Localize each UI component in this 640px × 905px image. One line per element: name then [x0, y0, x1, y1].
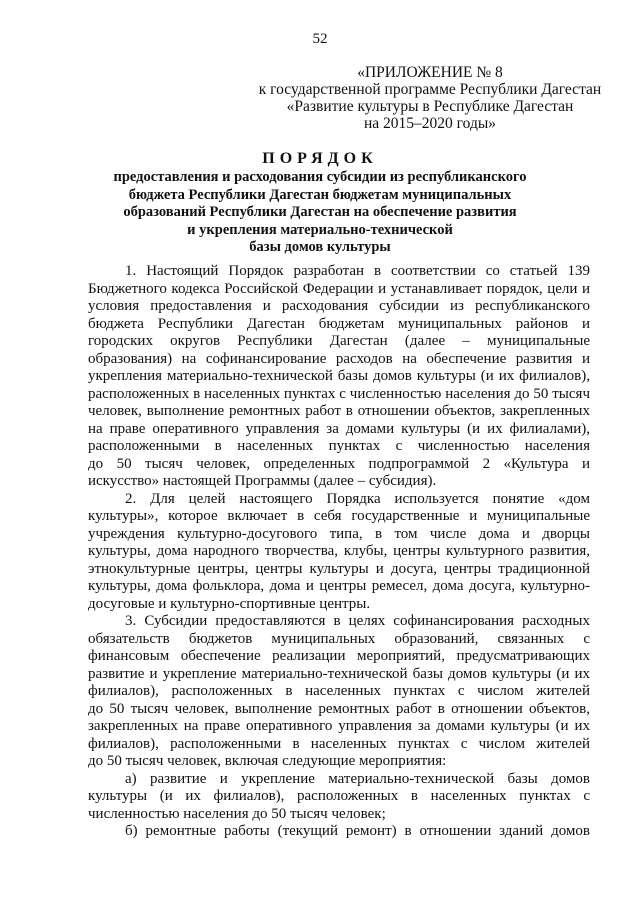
appendix-header: [250, 64, 610, 132]
text-line: 2. Для целей настоящего Порядка используется понятие «дом: [125, 490, 590, 507]
text-line: филиалов), расположенными в населенных пунктах с числом жителей: [88, 735, 590, 752]
paragraph: [88, 491, 590, 614]
text-line: Бюджетного кодекса Российской Федерации и устанавливает порядок, цели и: [88, 280, 590, 297]
paragraph: [88, 263, 590, 491]
text-line: обязательств бюджетов муниципальных образований, связанных с: [88, 630, 590, 647]
paragraph: [88, 613, 590, 771]
subtitle-line: образований Республики Дагестан на обеспечение развития: [123, 204, 517, 220]
text-line: на праве оперативного управления за домами культуры (и их филиалами),: [88, 420, 590, 437]
text-line: городских округов Республики Дагестан (далее – муниципальные: [88, 333, 590, 349]
text-line: развитие и укрепление материально-технической базы домов культуры (и их: [88, 665, 590, 682]
subtitle-line: бюджета Республики Дагестан бюджетам муниципальных: [128, 186, 512, 203]
text-line: образования) на софинансирование расходов на обеспечение развития и: [88, 350, 590, 367]
text-line: до 50 тысяч человек, включая следующие мероприятия:: [88, 753, 447, 769]
text-line: 3. Субсидии предоставляются в целях софинансирования расходных: [125, 613, 590, 629]
text-line: досуговые и культурно-спортивные центры.: [88, 595, 371, 612]
text-line: до 50 тысяч человек, определенных подпрограммой 2 «Культура и: [88, 455, 590, 472]
subtitle-line: предоставления и расходования субсидии из республиканского: [113, 169, 527, 185]
text-line: учреждения культурно-досугового типа, в том числе дома и дворцы: [88, 525, 590, 542]
appendix-line: к государственной программе Республики Дагестан: [258, 81, 602, 98]
subtitle-line: базы домов культуры: [249, 239, 391, 255]
text-line: 1. Настоящий Порядок разработан в соответствии со статьей 139: [125, 263, 590, 279]
subtitle-line: и укрепления материально-технической: [187, 221, 453, 238]
text-line: культуры (и их филиалов), расположенных в населенных пунктах с: [88, 788, 590, 804]
appendix-line: «ПРИЛОЖЕНИЕ № 8: [357, 64, 503, 81]
text-line: культуры, дома фольклора, дома и центры ремесел, дома досуга, культурно-: [88, 578, 590, 594]
text-line: финансовым обеспечение реализации мероприятий, предусматривающих: [88, 648, 590, 664]
text-line: филиалов), расположенных в населенных пунктах с числом жителей: [88, 683, 590, 699]
text-line: человек, выполнение ремонтных работ в отношении объектов, закрепленных: [88, 403, 590, 419]
text-line: б) ремонтные работы (текущий ремонт) в отношении зданий домов: [125, 823, 590, 839]
text-line: до 50 тысяч человек, выполнение ремонтных работ в отношении объектов,: [88, 700, 590, 717]
text-line: а) развитие и укрепление материально-технической базы домов: [125, 770, 590, 787]
text-line: укрепления материально-технической базы домов культуры (и их филиалов),: [88, 368, 590, 384]
paragraph: [88, 823, 590, 841]
text-line: культуры, дома народного творчества, клубы, центры культурного развития,: [88, 543, 590, 559]
page-number: 52: [312, 31, 328, 47]
appendix-line: «Развитие культуры в Республике Дагестан: [286, 98, 574, 115]
text-line: расположенными в населенных пунктах с численностью населения: [88, 438, 590, 454]
paragraph: [88, 771, 590, 824]
text-line: закрепленных на праве оперативного управления за домами культуры (и их: [88, 718, 590, 734]
appendix-line: на 2015–2020 годы»: [364, 115, 496, 132]
text-line: этнокультурные центры, центры культуры и досуга, центры традиционной: [88, 560, 590, 577]
document-title: ПОРЯДОК: [262, 150, 378, 167]
text-line: условия предоставления и расходования субсидии из республиканского: [88, 298, 590, 314]
text-line: расположенных в населенных пунктах с численностью населения до 50 тысяч: [88, 385, 590, 402]
text-line: культуры», которое включает в себя государственные и муниципальные: [88, 508, 590, 524]
text-line: численностью населения до 50 тысяч человек;: [88, 805, 386, 822]
document-subtitle: [90, 169, 550, 257]
text-line: искусство» настоящей Программы (далее – субсидия).: [88, 473, 437, 489]
text-line: бюджета Республики Дагестан бюджетам муниципальных районов и: [88, 315, 590, 332]
document-body: [88, 263, 590, 841]
